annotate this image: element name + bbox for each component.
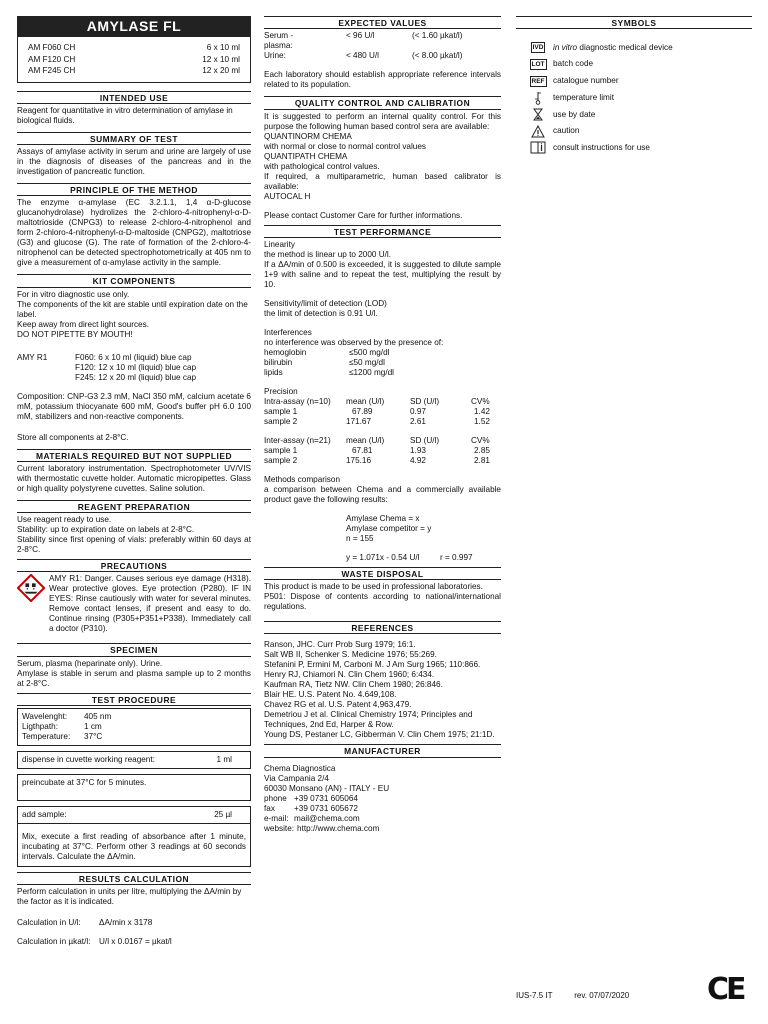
qc-heading: QUALITY CONTROL AND CALIBRATION — [264, 96, 501, 109]
contact-label: e-mail: — [264, 813, 289, 823]
table-cell: 67.89 — [352, 406, 373, 416]
interference-value: ≤1200 mg/dl — [349, 367, 395, 377]
reference-item: Salt WB II, Schenker S. Medicine 1976; 55:269. — [264, 650, 437, 660]
email-link[interactable]: mail@chema.com — [294, 813, 360, 823]
table-cell: 1.42 — [474, 406, 490, 416]
lot-icon: LOT — [531, 60, 545, 68]
table-header: mean (U/l) — [346, 396, 385, 406]
table-header: Inter-assay (n=21) — [264, 435, 331, 445]
kit-line: The components of the kit are stable until expiration date on the label. — [17, 299, 248, 319]
qc-line: with normal or close to normal control values — [264, 141, 426, 151]
add-sample-row — [18, 807, 250, 824]
contact-row — [264, 814, 501, 824]
param-value: 37°C — [84, 731, 103, 741]
reference-item: Stefanini P, Ermini M, Carboni M. J Am Surg 1965; 110:866. — [264, 660, 481, 670]
expected-text: Each laboratory should establish appropriate reference intervals related to its population. — [264, 70, 501, 90]
specimen-line: Serum, plasma (heparinate only). Urine. — [17, 658, 163, 668]
product-code: AM F245 CH — [28, 66, 76, 75]
interference-name: lipids — [264, 367, 283, 377]
param-label: Temperature: — [22, 731, 71, 741]
table-cell: 2.85 — [474, 445, 490, 455]
linearity-title: Linearity — [264, 239, 295, 249]
interference-row — [264, 358, 501, 368]
document-footer — [516, 991, 629, 1001]
reference-item: Ranson, JHC. Curr Prob Surg 1979; 16:1. — [264, 640, 416, 650]
kit-line: Keep away from direct light sources. — [17, 319, 149, 329]
table-cell: 171.67 — [346, 416, 372, 426]
symbol-label: caution — [553, 126, 580, 136]
reagent-line: F120: 12 x 10 ml (liquid) blue cap — [75, 362, 197, 372]
results-text: Perform calculation in units per litre, multiplying the ΔA/min by the factor as it is indicated. — [17, 887, 242, 906]
table-cell: 1.93 — [410, 445, 426, 455]
principle-text: The enzyme α-amylase (EC 3.2.1.1, 1,4 α-D-glucose glucanohydrolase) hydrolizes the 2-chloro-4-nitrophenyl-α-D-maltotrioside (CNPG3) to release 2-chloro-4-nitrophenol and form 2-chloro-4-nitrophenyl-α-D-maltoside (CNPG2), maltotriose (G3) and glucose (G). The rate of formation of the 2-chloro-4-nitrophenol can be detected spectrophotometrically at 405 nm to give a measurement of α-amylase activity in the sample. — [17, 198, 251, 268]
lod-title: Sensitivity/limit of detection (LOD) — [264, 298, 387, 308]
table-row — [264, 417, 501, 427]
product-code: AM F060 CH — [28, 43, 76, 52]
methods-text: a comparison between Chema and a commercially available product gave the following results: — [264, 484, 501, 504]
symbol-row — [516, 40, 752, 55]
symbol-row — [516, 124, 752, 139]
reagent-line: F060: 6 x 10 ml (liquid) blue cap — [75, 352, 192, 362]
table-header: SD (U/l) — [410, 435, 440, 445]
qc-line: If required, a multiparametric, human based calibrator is available: — [264, 171, 501, 191]
qc-line: AUTOCAL H — [264, 191, 311, 201]
dispense-box — [17, 751, 251, 769]
table-header: SD (U/l) — [410, 396, 440, 406]
product-row — [28, 43, 240, 55]
product-size: 12 x 20 ml — [202, 66, 240, 75]
calc-ul-label: Calculation in U/l: — [17, 918, 81, 927]
test-performance-heading: TEST PERFORMANCE — [264, 225, 501, 238]
symbol-row — [516, 107, 752, 122]
hourglass-icon — [527, 108, 549, 121]
kit-line: DO NOT PIPETTE BY MOUTH! — [17, 329, 133, 339]
linearity-text2: If a ΔA/min of 0.500 is exceeded, it is suggested to dilute sample 1+9 with saline and to repeat the test, multiplying the result by 10. — [264, 259, 501, 289]
website-link[interactable]: http://www.chema.com — [297, 823, 380, 833]
product-list — [17, 36, 251, 83]
param-value: 405 nm — [84, 711, 112, 721]
expected-value: < 480 U/l — [346, 51, 379, 61]
product-row — [28, 55, 240, 67]
expected-values-heading: EXPECTED VALUES — [264, 16, 501, 29]
expected-label: Urine: — [264, 51, 286, 61]
mix-text: Mix, execute a first reading of absorbance after 1 minute, incubating at 37°C. Perform other 3 readings at 60 seconds intervals. Calculate the ΔA/min. — [22, 831, 246, 861]
sample-mix-box — [17, 806, 251, 867]
regression-equation: y = 1.071x - 0.54 U/l — [346, 552, 420, 562]
symbol-label: temperature limit — [553, 92, 614, 102]
product-size: 12 x 10 ml — [202, 54, 240, 64]
calc-ul-value: ΔA/min x 3178 — [99, 918, 153, 927]
linearity-text: the method is linear up to 2000 U/l. — [264, 249, 391, 259]
add-sample-label: add sample: — [22, 809, 67, 819]
references-heading: REFERENCES — [264, 621, 501, 634]
expected-row — [264, 31, 501, 51]
reference-item: Kaufman RA, Tietz NW. Clin Chem 1980; 26:846. — [264, 680, 443, 690]
manufacturer-line: 60030 Monsano (AN) - ITALY - EU — [264, 783, 390, 793]
methods-line: Amylase Chema = x — [346, 513, 420, 523]
results-heading: RESULTS CALCULATION — [17, 872, 251, 885]
symbol-row — [516, 57, 752, 72]
column-middle — [264, 16, 501, 834]
qc-line: with pathological control values. — [264, 161, 380, 171]
interference-row — [264, 348, 501, 358]
preincubate-box — [17, 774, 251, 801]
ref-icon: REF — [531, 77, 545, 85]
procedure-params-box — [17, 708, 251, 746]
principle-heading: PRINCIPLE OF THE METHOD — [17, 183, 251, 196]
precautions-text: AMY R1: Danger. Causes serious eye damage (H318). Wear protective gloves. Eye protection (P280). IF IN EYES: Rinse cautiously with water for several minutes. Remove contact lenses, if present and easy to do. Continue rinsing (P305+P351+P338). Immediately call a doctor (P310). — [49, 574, 251, 634]
lod-text: the limit of detection is 0.91 U/l. — [264, 308, 378, 318]
intended-use-text: Reagent for quantitative in vitro determination of amylase in biological fluids. — [17, 105, 233, 125]
preincubate-text: preincubate at 37°C for 5 minutes. — [22, 777, 147, 787]
table-cell: 1.52 — [474, 416, 490, 426]
contact-value: +39 0731 605672 — [294, 803, 358, 813]
symbol-row — [516, 74, 752, 89]
table-cell: 67.81 — [352, 445, 373, 455]
manufacturer-line: Chema Diagnostica — [264, 763, 336, 773]
manufacturer-heading: MANUFACTURER — [264, 744, 501, 757]
reagent-label: AMY R1 — [17, 352, 48, 362]
intra-header-row — [264, 397, 501, 407]
param-value: 1 cm — [84, 721, 102, 731]
reagent-prep-line: Use reagent ready to use. — [17, 515, 112, 524]
symbol-label: consult instructions for use — [553, 142, 650, 152]
param-label: Ligthpath: — [22, 721, 58, 731]
interference-name: bilirubin — [264, 357, 293, 367]
reference-item: Young DS, Pestaner LC, Gibberman V. Clin Chem 1975; 21:1D. — [264, 730, 495, 740]
precautions-heading: PRECAUTIONS — [17, 559, 251, 572]
waste-disposal-heading: WASTE DISPOSAL — [264, 567, 501, 580]
symbol-label: in vitro diagnostic medical device — [553, 42, 673, 52]
column-right — [516, 16, 752, 157]
reference-item: Chavez RG et al. U.S. Patent 4,963,479. — [264, 700, 412, 710]
interference-name: hemoglobin — [264, 347, 307, 357]
materials-heading: MATERIALS REQUIRED BUT NOT SUPPLIED — [17, 449, 251, 462]
table-header: CV% — [471, 435, 490, 445]
regression-row — [264, 553, 501, 563]
contact-row — [264, 804, 501, 814]
reagent-line: F245: 12 x 20 ml (liquid) blue cap — [75, 372, 197, 382]
reagent-prep-line: Stability since first opening of vials: preferably within 60 days at 2-8°C. — [17, 535, 251, 554]
expected-row — [264, 51, 501, 61]
expected-alt: (< 1.60 µkat/l) — [412, 31, 463, 41]
table-cell: sample 1 — [264, 406, 298, 416]
correlation-value: r = 0.997 — [440, 552, 473, 562]
reference-item: Demetriou J et al. Clinical Chemistry 1974; Principles and Techniques, 2nd Ed, Harper & Row. — [264, 710, 473, 730]
product-size: 6 x 10 ml — [206, 43, 240, 52]
column-left — [17, 16, 251, 947]
materials-text: Current laboratory instrumentation. Spectrophotometer UV/VIS with thermostatic cuvette holder. Automatic micropipettes. Glass or high quality polystyrene cuvettes. Saline solution. — [17, 463, 251, 493]
table-cell: sample 2 — [264, 455, 298, 465]
product-row — [28, 66, 240, 78]
waste-line: This product is made to be used in professional laboratories. — [264, 582, 483, 591]
add-sample-value: 25 µl — [214, 809, 232, 819]
interferences-text: no interference was observed by the presence of: — [264, 337, 444, 347]
table-cell: sample 1 — [264, 445, 298, 455]
contact-label: website: — [264, 823, 295, 833]
calc-ukat-value: U/l x 0.0167 = µkat/l — [99, 937, 172, 946]
product-code: AM F120 CH — [28, 54, 76, 64]
precision-title: Precision — [264, 386, 298, 396]
symbol-label: use by date — [553, 109, 596, 119]
doc-code: IUS-7.5 IT — [516, 991, 553, 1000]
reagent-prep-heading: REAGENT PREPARATION — [17, 500, 251, 513]
expected-label: Serum - plasma: — [264, 31, 294, 51]
table-cell: 2.81 — [474, 455, 490, 465]
revision-date: rev. 07/07/2020 — [574, 991, 630, 1000]
manufacturer-line: Via Campania 2/4 — [264, 773, 329, 783]
table-cell: 0.97 — [410, 406, 426, 416]
ce-mark-logo: CE — [707, 972, 744, 1007]
table-row — [264, 456, 501, 466]
methods-title: Methods comparison — [264, 474, 340, 484]
qc-line: QUANTIPATH CHEMA — [264, 151, 348, 161]
reagent-prep-line: Stability: up to expiration date on labels at 2-8°C. — [17, 525, 195, 534]
reference-item: Blair HE. U.S. Patent No. 4.649,108. — [264, 690, 397, 700]
expected-value: < 96 U/l — [346, 31, 375, 41]
reference-item: Henry RJ, Chiamori N. Clin Chem 1960; 6:434. — [264, 670, 435, 680]
interference-value: ≤50 mg/dl — [349, 357, 385, 367]
summary-text: Assays of amylase activity in serum and urine are largely of use in the diagnosis of diseases of the pancreas and in the investigation of pancreatic function. — [17, 147, 251, 176]
specimen-heading: SPECIMEN — [17, 643, 251, 656]
table-cell: 4.92 — [410, 455, 426, 465]
dispense-label: dispense in cuvette working reagent: — [22, 754, 155, 764]
symbol-row — [516, 140, 752, 155]
calc-ukat-label: Calculation in µkat/l: — [17, 937, 91, 946]
inter-header-row — [264, 436, 501, 446]
symbol-row — [516, 90, 752, 105]
contact-row — [264, 794, 501, 804]
summary-heading: SUMMARY OF TEST — [17, 132, 251, 145]
table-row — [264, 446, 501, 456]
table-cell: 175.16 — [346, 455, 372, 465]
intended-use-heading: INTENDED USE — [17, 91, 251, 104]
qc-line: QUANTINORM CHEMA — [264, 131, 352, 141]
methods-line: Amylase competitor = y — [346, 523, 432, 533]
kit-components-heading: KIT COMPONENTS — [17, 274, 251, 287]
interference-row — [264, 368, 501, 378]
expected-alt: (< 8.00 µkat/l) — [412, 51, 463, 61]
contact-label: phone — [264, 793, 287, 803]
interference-value: ≤500 mg/dl — [349, 347, 390, 357]
dispense-value: 1 ml — [216, 754, 232, 764]
table-header: Intra-assay (n=10) — [264, 396, 331, 406]
store-text: Store all components at 2-8°C. — [17, 432, 129, 442]
book-icon — [527, 141, 549, 154]
symbols-heading: SYMBOLS — [516, 16, 752, 29]
qc-contact: Please contact Customer Care for further informations. — [264, 210, 463, 220]
contact-label: fax — [264, 803, 275, 813]
product-title: AMYLASE FL — [17, 16, 251, 36]
symbol-label: batch code — [553, 59, 594, 69]
waste-line: P501: Dispose of contents according to national/international regulations. — [264, 592, 501, 611]
contact-value: +39 0731 605064 — [294, 793, 358, 803]
symbol-label: catalogue number — [553, 76, 619, 86]
reagent-block — [17, 353, 251, 383]
contact-row — [264, 824, 501, 834]
table-header: CV% — [471, 396, 490, 406]
param-label: Wavelenght: — [22, 711, 68, 721]
table-header: mean (U/l) — [346, 435, 385, 445]
ivd-icon: IVD — [532, 44, 544, 52]
specimen-line: Amylase is stable in serum and plasma sample up to 2 months at 2-8°C. — [17, 668, 251, 688]
qc-line: It is suggested to perform an internal quality control. For this purpose the following human based control sera are available: — [264, 111, 501, 131]
test-procedure-heading: TEST PROCEDURE — [17, 693, 251, 706]
interferences-title: Interferences — [264, 327, 312, 337]
warning-icon — [527, 125, 549, 138]
methods-line: n = 155 — [346, 533, 374, 543]
composition-text: Composition: CNP-G3 2.3 mM, NaCl 350 mM, calcium acetate 6 mM, potassium thiocyanate 600 mM, Good's buffer pH 6.0 100 mM, stabilizers and non-reactive components. — [17, 391, 251, 421]
precautions-block — [17, 574, 251, 634]
thermometer-icon — [527, 91, 549, 105]
table-cell: sample 2 — [264, 416, 298, 426]
table-cell: 2.61 — [410, 416, 426, 426]
corrosive-hazard-icon — [17, 574, 45, 602]
kit-line: For in vitro diagnostic use only. — [17, 289, 130, 299]
table-row — [264, 407, 501, 417]
